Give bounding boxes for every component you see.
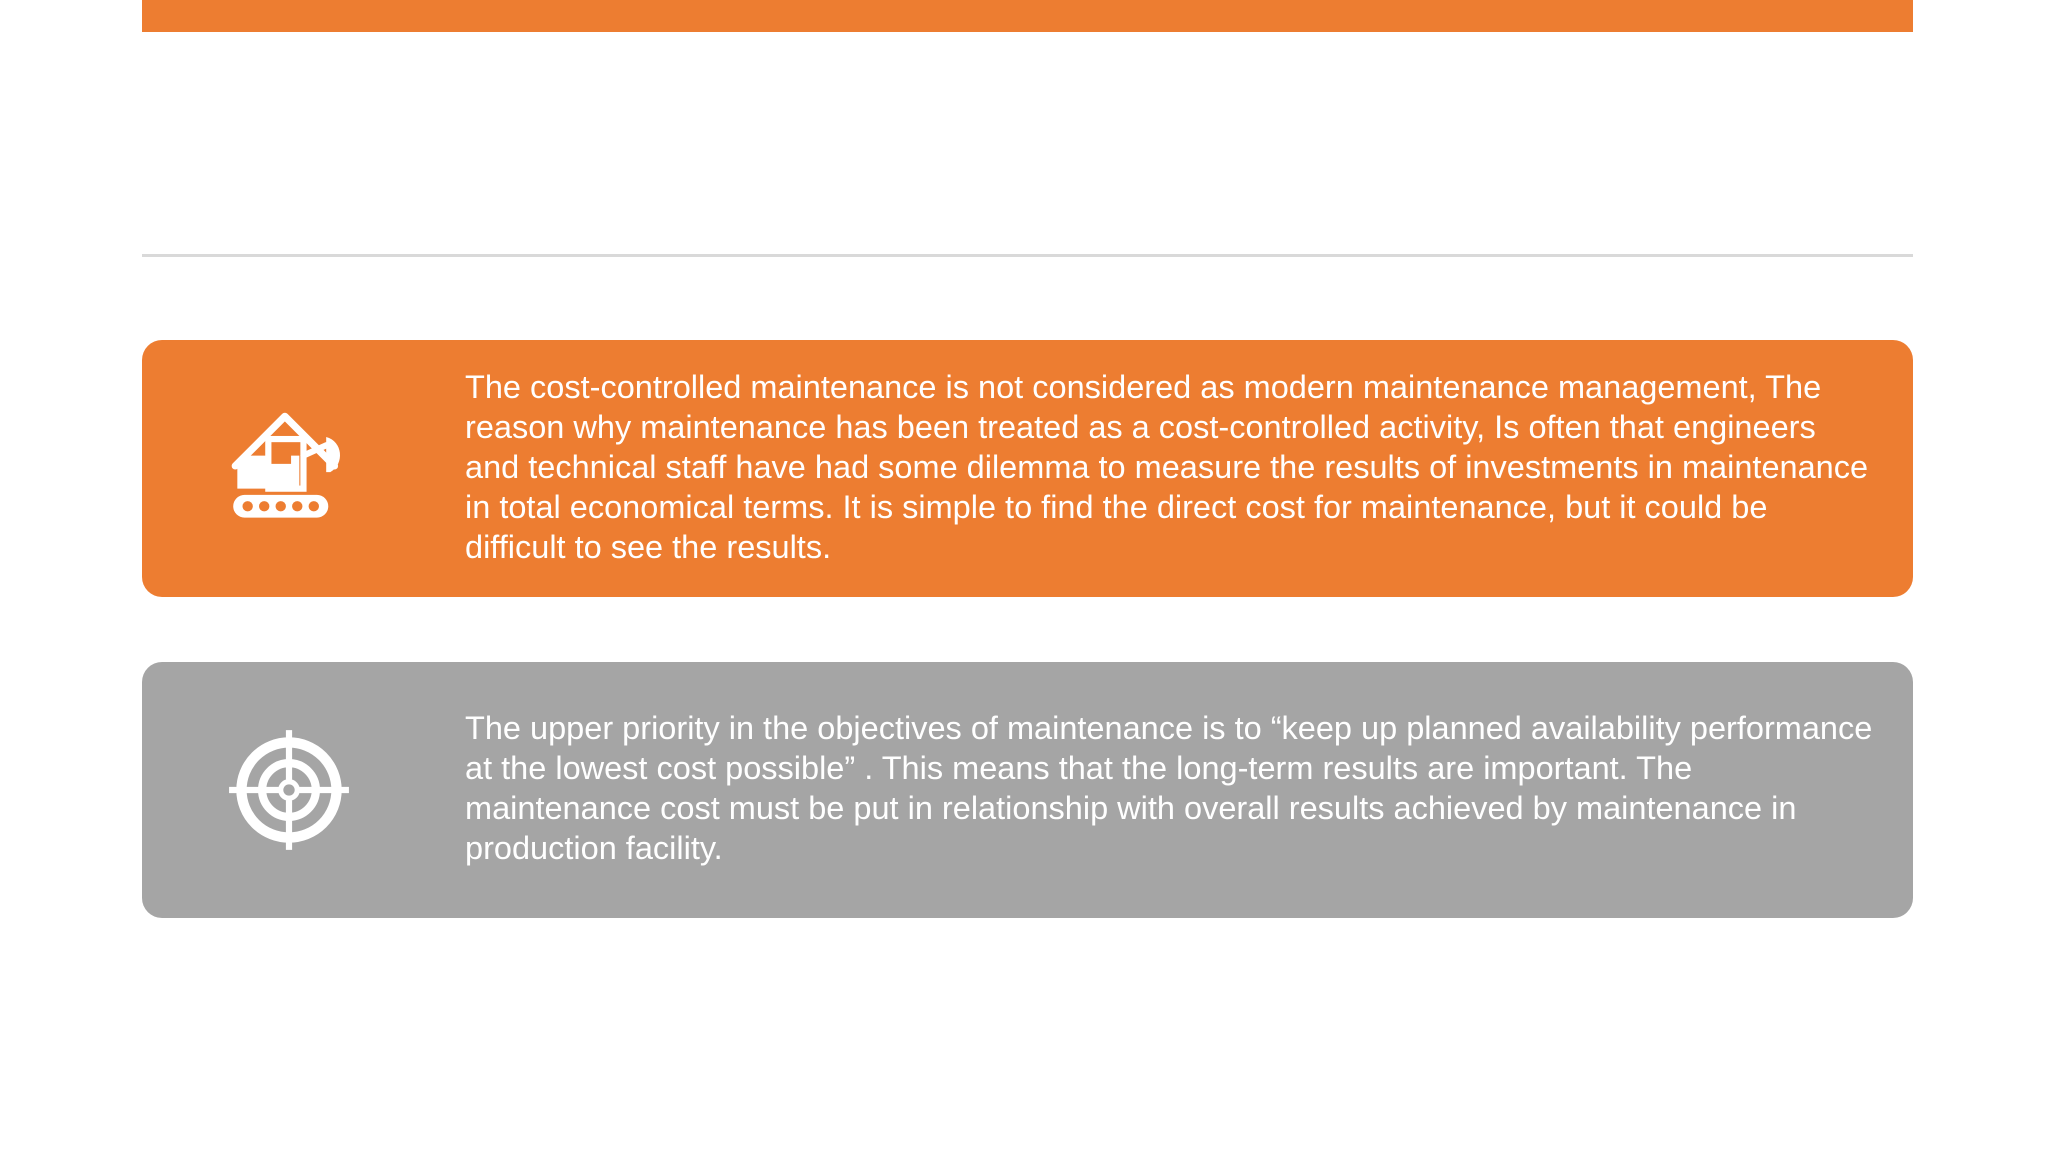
title-divider (142, 254, 1913, 257)
top-accent-bar (142, 0, 1913, 32)
priority-text: The upper priority in the objectives of maintenance is to “keep up planned availability performance at the lowest cost possible” . This means that the long-term results are important. The maintenance cost must be put in relationship with overall results achieved by maintenance in production facility. (465, 710, 1873, 866)
excavator-icon (227, 406, 351, 530)
priority-card (142, 662, 1913, 918)
cost-controlled-card (142, 340, 1913, 597)
cost-controlled-text: The cost-controlled maintenance is not considered as modern maintenance management, The reason why maintenance has been treated as a cost-controlled activity, Is often that engineers and technical staff have had some dilemma to measure the results of investments in maintenance in total economical terms. It is simple to find the direct cost for maintenance, but it could be difficult to see the results. (465, 369, 1869, 565)
target-icon (227, 728, 351, 852)
